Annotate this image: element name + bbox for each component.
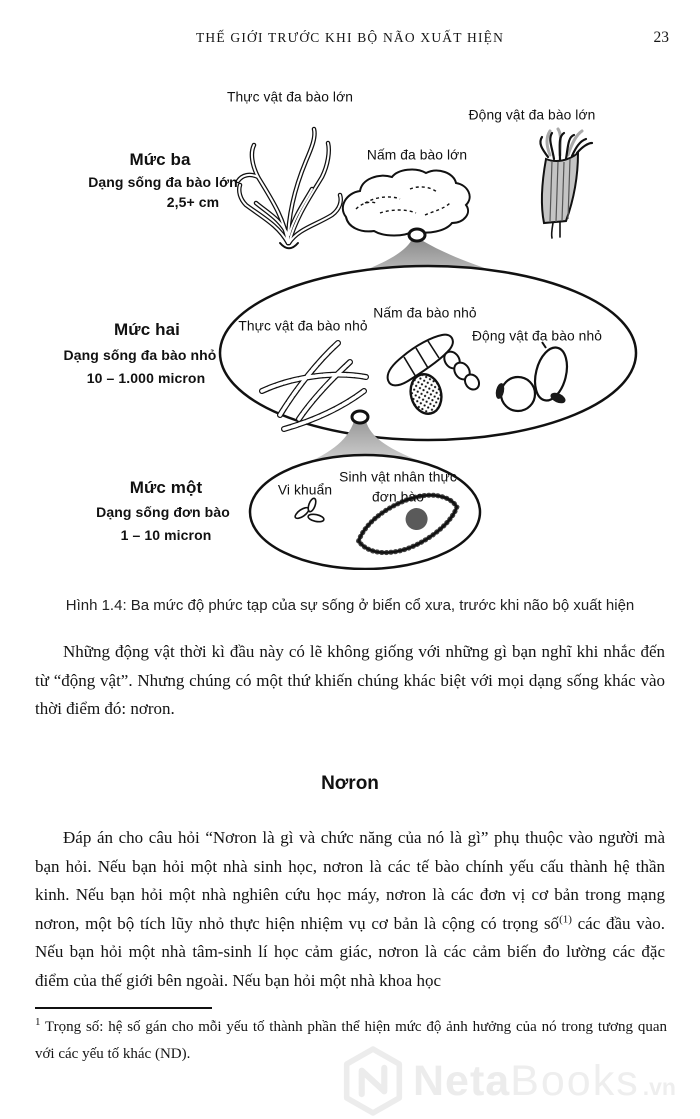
footnote-divider	[35, 1007, 212, 1009]
figure-caption: Hình 1.4: Ba mức độ phức tạp của sự sống ở biển cổ xưa, trước khi não bộ xuất hiện	[65, 597, 635, 614]
label-animal-large: Động vật đa bào lớn	[468, 107, 596, 123]
page-number: 23	[653, 29, 669, 46]
level3-size: 2,5+ cm	[166, 194, 220, 210]
figure-1-4	[0, 85, 700, 570]
zoom-lens-bottom	[352, 411, 368, 423]
zoom-lens-top	[409, 229, 425, 241]
paragraph-1: Những động vật thời kì đầu này có lẽ không giống với những gì bạn nghĩ khi nhắc đến từ “động vật”. Nhưng chúng có một thứ khiến chúng khác biệt với mọi dạng sống khác vào thời điểm đó: nơron.	[35, 642, 665, 718]
level1-title: Mức một	[129, 478, 203, 497]
level3-title: Mức ba	[129, 150, 191, 169]
label-bacteria: Vi khuẩn	[277, 482, 333, 498]
section-heading: Nơron	[321, 773, 379, 794]
label-plant-large: Thực vật đa bào lớn	[226, 89, 354, 105]
netabooks-watermark	[342, 1043, 700, 1119]
label-fungus-small: Nấm đa bào nhỏ	[373, 305, 477, 321]
netabooks-logo-icon	[342, 1046, 404, 1116]
label-eukaryote-line2: đơn bào	[372, 489, 424, 505]
footnote-reference: (1)	[559, 912, 572, 925]
watermark-books: Books	[510, 1056, 640, 1105]
watermark-tld: .vn	[642, 1073, 676, 1100]
level1-subtitle: Dạng sống đơn bào	[96, 504, 230, 520]
running-head-title: THẾ GIỚI TRƯỚC KHI BỘ NÃO XUẤT HIỆN	[195, 30, 505, 45]
level2-subtitle: Dạng sống đa bào nhỏ	[63, 347, 217, 363]
footnote-marker: 1	[35, 1016, 41, 1028]
label-animal-small: Động vật đa bào nhỏ	[471, 328, 603, 344]
paragraph-2-part2: các đầu vào. Nếu bạn hỏi một nhà tâm-sinh lí học cảm giác, nơron là các cảm biến đo lường các đặc điểm của thế giới bên ngoài. Nếu bạn hỏi một nhà khoa học	[35, 913, 665, 990]
watermark-neta: Neta	[413, 1056, 511, 1105]
paragraph-2-part1: Đáp án cho câu hỏi “Nơron là gì và chức năng của nó là gì” phụ thuộc vào người mà bạn hỏi. Nếu bạn hỏi một nhà sinh học, nơron là các tế bào chính yếu cấu thành hệ thần kinh. Nếu bạn hỏi một nhà nghiên cứu học máy, nơron là các đơn vị cơ bản trong mạng nơron, một bộ tích lũy nhỏ thực hiện nhiệm vụ cơ bản là cộng có trọng số	[35, 828, 665, 933]
label-fungus-large: Nấm đa bào lớn	[366, 147, 468, 163]
seaweed-illustration	[238, 129, 341, 248]
label-plant-small: Thực vật đa bào nhỏ	[238, 318, 368, 334]
footnote-text: Trọng số: hệ số gán cho mỗi yếu tố thành phần thể hiện mức độ ảnh hưởng của nó trong tương quan với các yếu tố khác (ND).	[35, 1019, 668, 1062]
level1-size: 1 – 10 micron	[120, 527, 212, 543]
level3-subtitle: Dạng sống đa bào lớn	[88, 174, 238, 190]
paragraph-2	[35, 824, 665, 995]
fungus-large-illustration	[343, 170, 470, 236]
label-eukaryote-line1: Sinh vật nhân thực	[339, 469, 457, 485]
level2-title: Mức hai	[114, 320, 180, 339]
anemone-illustration	[540, 129, 592, 238]
level2-size: 10 – 1.000 micron	[86, 370, 206, 386]
